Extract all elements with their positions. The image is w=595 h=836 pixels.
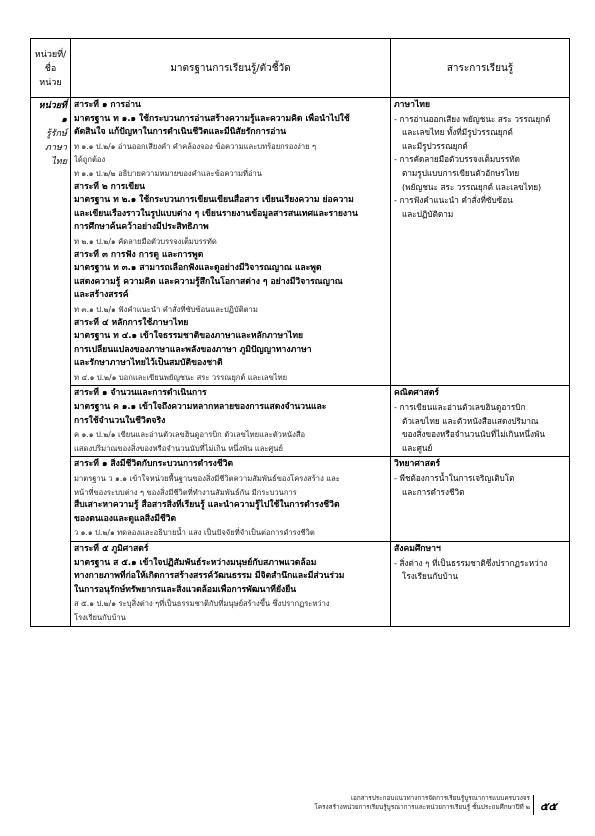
subject-heading: วิทยาศาสตร์ xyxy=(394,459,441,470)
standard-line: ได้ถูกต้อง xyxy=(74,155,106,165)
unit-name-line2: ภาษาไทย xyxy=(45,143,67,167)
content-item: และการดำรงชีวิต xyxy=(402,486,465,497)
table-row xyxy=(31,98,570,386)
standard-line: ท ๒.๑ ป.๒/๑ คัดลายมือตัวบรรจงเต็มบรรทัด xyxy=(74,236,217,246)
content-cell xyxy=(391,98,570,386)
standard-line: มาตรฐาน ท ๒.๑ ใช้กระบวนการเขียนเขียนสื่อสาร เขียนเรียงความ ย่อความ xyxy=(74,195,354,206)
standard-line: โรงเรียนกับบ้าน xyxy=(74,612,126,622)
standard-line: การศึกษาค้นคว้าอย่างมีประสิทธิภาพ xyxy=(74,222,209,233)
content-item: โรงเรียนกับบ้าน xyxy=(402,571,458,582)
content-item: - การคัดลายมือตัวบรรจงเต็มบรรทัด xyxy=(394,154,520,165)
standard-line: สาระที่ ๒ การเขียน xyxy=(74,181,145,192)
header-content: สาระการเรียนรู้ xyxy=(391,39,570,98)
subject-heading: ภาษาไทย xyxy=(394,100,431,110)
standard-line: มาตรฐาน ว ๑.๑ เข้าใจหน่วยพื้นฐานของสิ่งมีชีวิตความสัมพันธ์ของโครงสร้าง และ xyxy=(74,474,340,484)
standards-cell xyxy=(71,542,391,627)
standard-line: ส ๕.๑ ป.๒/๑ ระบุสิ่งต่าง ๆที่เป็นธรรมชาติกับที่มนุษย์สร้างขึ้น ซึ่งปรากฏระหว่าง xyxy=(74,599,330,609)
standard-line: สาระที่ ๓ การฟัง การดู และการพูด xyxy=(74,249,204,260)
content-cell xyxy=(391,386,570,457)
standards-cell xyxy=(71,386,391,457)
content-item: และปฏิบัติตาม xyxy=(402,208,454,219)
standard-line: สาระที่ ๕ ภูมิศาสตร์ xyxy=(74,544,149,554)
standard-line: สาระที่ ๔ หลักการใช้ภาษาไทย xyxy=(74,317,189,328)
content-item: และศูนย์ xyxy=(402,442,433,453)
standard-line: ท ๑.๑ ป.๒/๑ อ่านออกเสียงคำ คำคล้องจอง ข้อความและบทร้อยกรองง่าย ๆ xyxy=(74,141,317,151)
table-row xyxy=(31,542,570,627)
content-item: - การเขียนและอ่านตัวเลขฮินดูอารบิก xyxy=(394,402,526,413)
standard-line: ท ๔.๑ ป.๒/๑ บอกและเขียนพยัญชนะ สระ วรรณยุกต์ และเลขไทย xyxy=(74,372,288,382)
table-header-row xyxy=(31,39,570,98)
content-item: - การอ่านออกเสียง พยัญชนะ สระ วรรณยุกต์ xyxy=(394,113,551,124)
standard-line: หน้าที่ของระบบต่าง ๆ ของสิ่งมีชีวิตที่ทำงานสัมพันธ์กัน มีกระบวนการ xyxy=(74,487,297,497)
page xyxy=(30,38,569,627)
standard-line: มาตรฐาน ค ๑.๑ เข้าใจถึงความหลากหลายของการแสดงจำนวนและ xyxy=(74,402,327,413)
content-item: ของสิ่งของหรือจำนวนนับที่ไม่เกินหนึ่งพัน xyxy=(402,429,545,440)
standard-line: ทางกายภาพที่ก่อให้เกิดการสร้างสรรค์วัฒนธรรม มีจิตสำนึกและมีส่วนร่วม xyxy=(74,571,345,582)
standard-line: ค ๑.๑ ป.๒/๑ เขียนและอ่านตัวเลขฮินดูอารบิก ตัวเลขไทยและตัวหนังสือ xyxy=(74,430,306,440)
standard-line: มาตรฐาน ท ๔.๑ เข้าใจธรรมชาติของภาษาและหลักภาษาไทย xyxy=(74,331,304,342)
standard-line: แสดงความรู้ ความคิด และความรู้สึกในโอกาสต่าง ๆ อย่างมีวิจารณญาณ xyxy=(74,276,343,287)
curriculum-table xyxy=(30,38,570,627)
content-item: - สิ่งต่าง ๆ ที่เป็นธรรมชาติซึ่งปรากฏระหว่าง xyxy=(394,557,548,568)
standard-line: ตัดสินใจ แก้ปัญหาในการดำเนินชีวิตและมีนิสัยรักการอ่าน xyxy=(74,127,287,138)
standard-line: การใช้จำนวนในชีวิตจริง xyxy=(74,415,166,426)
standard-line: ท ๑.๑ ป.๒/๒ อธิบายความหมายของคำและข้อความที่อ่าน xyxy=(74,168,262,178)
standard-line: มาตรฐาน ส ๕.๑ เข้าใจปฏิสัมพันธ์ระหว่างมนุษย์กับสภาพแวดล้อม xyxy=(74,557,317,568)
content-cell xyxy=(391,542,570,627)
unit-number: หน่วยที่ ๑ xyxy=(38,101,67,125)
footer-divider xyxy=(533,795,534,815)
standard-line: ท ๓.๑ ป.๒/๑ ฟังคำแนะนำ คำสั่งที่ซับซ้อนและปฏิบัติตาม xyxy=(74,304,258,314)
page-number: ๕๕ xyxy=(540,800,557,813)
unit-name-line1: รู้รักษ์ xyxy=(45,129,67,139)
standard-line: มาตรฐาน ท ๓.๑ สามารถเลือกฟังและดูอย่างมีวิจารณญาณ และพูด xyxy=(74,263,322,274)
standard-line: มาตรฐาน ท ๑.๑ ใช้กระบวนการอ่านสร้างความรู้และความคิด เพื่อนำไปใช้ xyxy=(74,113,350,124)
standards-cell xyxy=(71,98,391,386)
content-item: - การฟังคำแนะนำ คำสั่งที่ซับซ้อน xyxy=(394,195,513,206)
content-cell xyxy=(391,457,570,542)
standard-line: สาระที่ ๑ การอ่าน xyxy=(74,100,141,110)
standard-line: แสดงปริมาณของสิ่งของหรือจำนวนนับที่ไม่เกิน หนึ่งพัน และศูนย์ xyxy=(74,443,283,453)
standard-line: ว ๑.๑ ป.๒/๑ ทดลองและอธิบายน้ำ แสง เป็นปัจจัยที่จำเป็นต่อการดำรงชีวิต xyxy=(74,528,315,538)
content-item: ตัวเลขไทย และตัวหนังสือแสดงปริมาณ xyxy=(402,415,539,426)
content-item: (พยัญชนะ สระ วรรณยุกต์ และเลขไทย) xyxy=(402,181,542,192)
standard-line: และรักษาภาษาไทยไว้เป็นสมบัติของชาติ xyxy=(74,358,223,369)
header-unit-label: หน่วยที่/ชื่อหน่วย xyxy=(34,50,67,88)
footer-line-2: โครงสร้างหน่วยการเรียนรู้บูรณาการและหน่วยการเรียนรู้ ชั้นประถมศึกษาปีที่ ๒ xyxy=(314,803,530,811)
standard-line: และสร้างสรรค์ xyxy=(74,290,129,301)
content-item: และมีรูปวรรณยุกต์ xyxy=(402,140,468,151)
standard-line: สาระที่ ๑ จำนวนและการดำเนินการ xyxy=(74,388,207,399)
standard-line: ในการอนุรักษ์ทรัพยากรและสิ่งแวดล้อมเพื่อการพัฒนาที่ยั่งยืน xyxy=(74,584,297,595)
header-unit xyxy=(31,39,71,98)
standards-cell xyxy=(71,457,391,542)
table-row xyxy=(31,457,570,542)
footer-line-1: เอกสารประกอบแนวทางการจัดการเรียนรู้บูรณาการแบบครบวงจร xyxy=(350,794,530,802)
standard-line: และเขียนเรื่องราวในรูปแบบต่าง ๆ เขียนรายงานข้อมูลสารสนเทศและรายงาน xyxy=(74,208,358,219)
subject-heading: คณิตศาสตร์ xyxy=(394,388,440,399)
content-item: ตามรูปแบบการเขียนตัวอักษรไทย xyxy=(402,167,520,178)
standard-line: สาระที่ ๑ สิ่งมีชีวิตกับกระบวนการดำรงชีวิต xyxy=(74,459,234,470)
content-item: และเลขไทย ทั้งที่มีรูปวรรณยุกต์ xyxy=(402,127,513,138)
standard-line: สืบเสาะหาความรู้ สื่อสารสิ่งที่เรียนรู้ และนำความรู้ไปใช้ในการดำรงชีวิต xyxy=(74,500,340,511)
table-row xyxy=(31,386,570,457)
footer xyxy=(200,794,530,812)
subject-heading: สังคมศึกษาฯ xyxy=(394,544,441,554)
unit-cell xyxy=(31,98,71,627)
standard-line: การเปลี่ยนแปลงของภาษาและพลังของภาษา ภูมิปัญญาทางภาษา xyxy=(74,344,312,355)
header-standards: มาตรฐานการเรียนรู้/ตัวชี้วัด xyxy=(71,39,391,98)
standard-line: ของตนเองและดูแลสิ่งมีชีวิต xyxy=(74,513,177,524)
content-item: - พืชต้องการน้ำในการเจริญเติบโต xyxy=(394,473,515,484)
